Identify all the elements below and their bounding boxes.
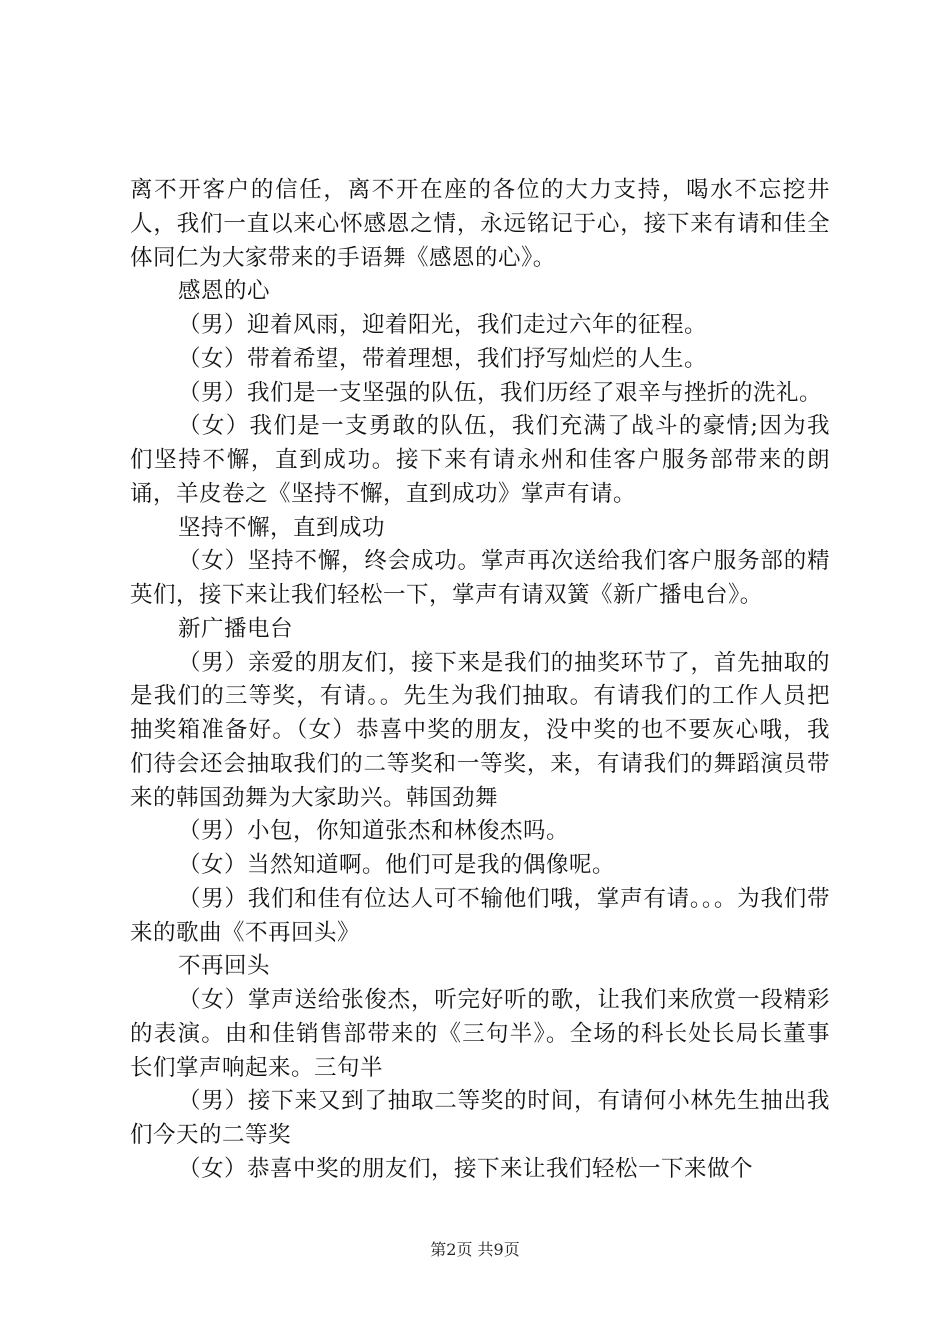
page-number-footer: 第2页 共9页 [430,1240,520,1259]
paragraph: （男）我们是一支坚强的队伍，我们历经了艰辛与挫折的洗礼。 [178,379,823,406]
paragraph: （男）接下来又到了抽取二等奖的时间，有请何小林先生抽出我们今天的二等奖 [130,1088,830,1148]
paragraph: （女）带着希望，带着理想，我们抒写灿烂的人生。 [178,345,708,372]
paragraph: （女）恭喜中奖的朋友们，接下来让我们轻松一下来做个 [178,1155,754,1182]
paragraph: （女）掌声送给张俊杰，听完好听的歌，让我们来欣赏一段精彩的表演。由和佳销售部带来的《三句半》。全场的科长处长局长董事长们掌声响起来。三句半 [130,987,830,1081]
paragraph: 离不开客户的信任，离不开在座的各位的大力支持，喝水不忘挖井人，我们一直以来心怀感恩之情，永远铭记于心，接下来有请和佳全体同仁为大家带来的手语舞《感恩的心》。 [130,177,830,271]
section-title: 感恩的心 [178,278,271,305]
paragraph: （女）当然知道啊。他们可是我的偶像呢。 [178,852,616,878]
section-title: 坚持不懈，直到成功 [178,514,386,541]
paragraph: （男）迎着风雨，迎着阳光，我们走过六年的征程。 [178,312,708,338]
document-body [130,174,830,1187]
section-title: 不再回头 [178,953,271,980]
paragraph: （女）我们是一支勇敢的队伍，我们充满了战斗的豪情;因为我们坚持不懈，直到成功。接下来有请永州和佳客户服务部带来的朗诵，羊皮卷之《坚持不懈，直到成功》掌声有请。 [130,413,830,507]
paragraph: （男）亲爱的朋友们，接下来是我们的抽奖环节了，首先抽取的是我们的三等奖，有请。。先生为我们抽取。有请我们的工作人员把抽奖箱准备好。（女）恭喜中奖的朋友，没中奖的也不要灰心哦，我们待会还会抽取我们的二等奖和一等奖，来，有请我们的舞蹈演员带来的韩国劲舞为大家助兴。韩国劲舞 [130,649,830,811]
paragraph: （男）小包，你知道张杰和林俊杰吗。 [178,818,570,845]
paragraph: （男）我们和佳有位达人可不输他们哦，掌声有请。。。为我们带来的歌曲《不再回头》 [130,885,830,946]
paragraph: （女）坚持不懈，终会成功。掌声再次送给我们客户服务部的精英们，接下来让我们轻松一下，掌声有请双簧《新广播电台》。 [130,548,830,608]
section-title: 新广播电台 [178,615,294,642]
